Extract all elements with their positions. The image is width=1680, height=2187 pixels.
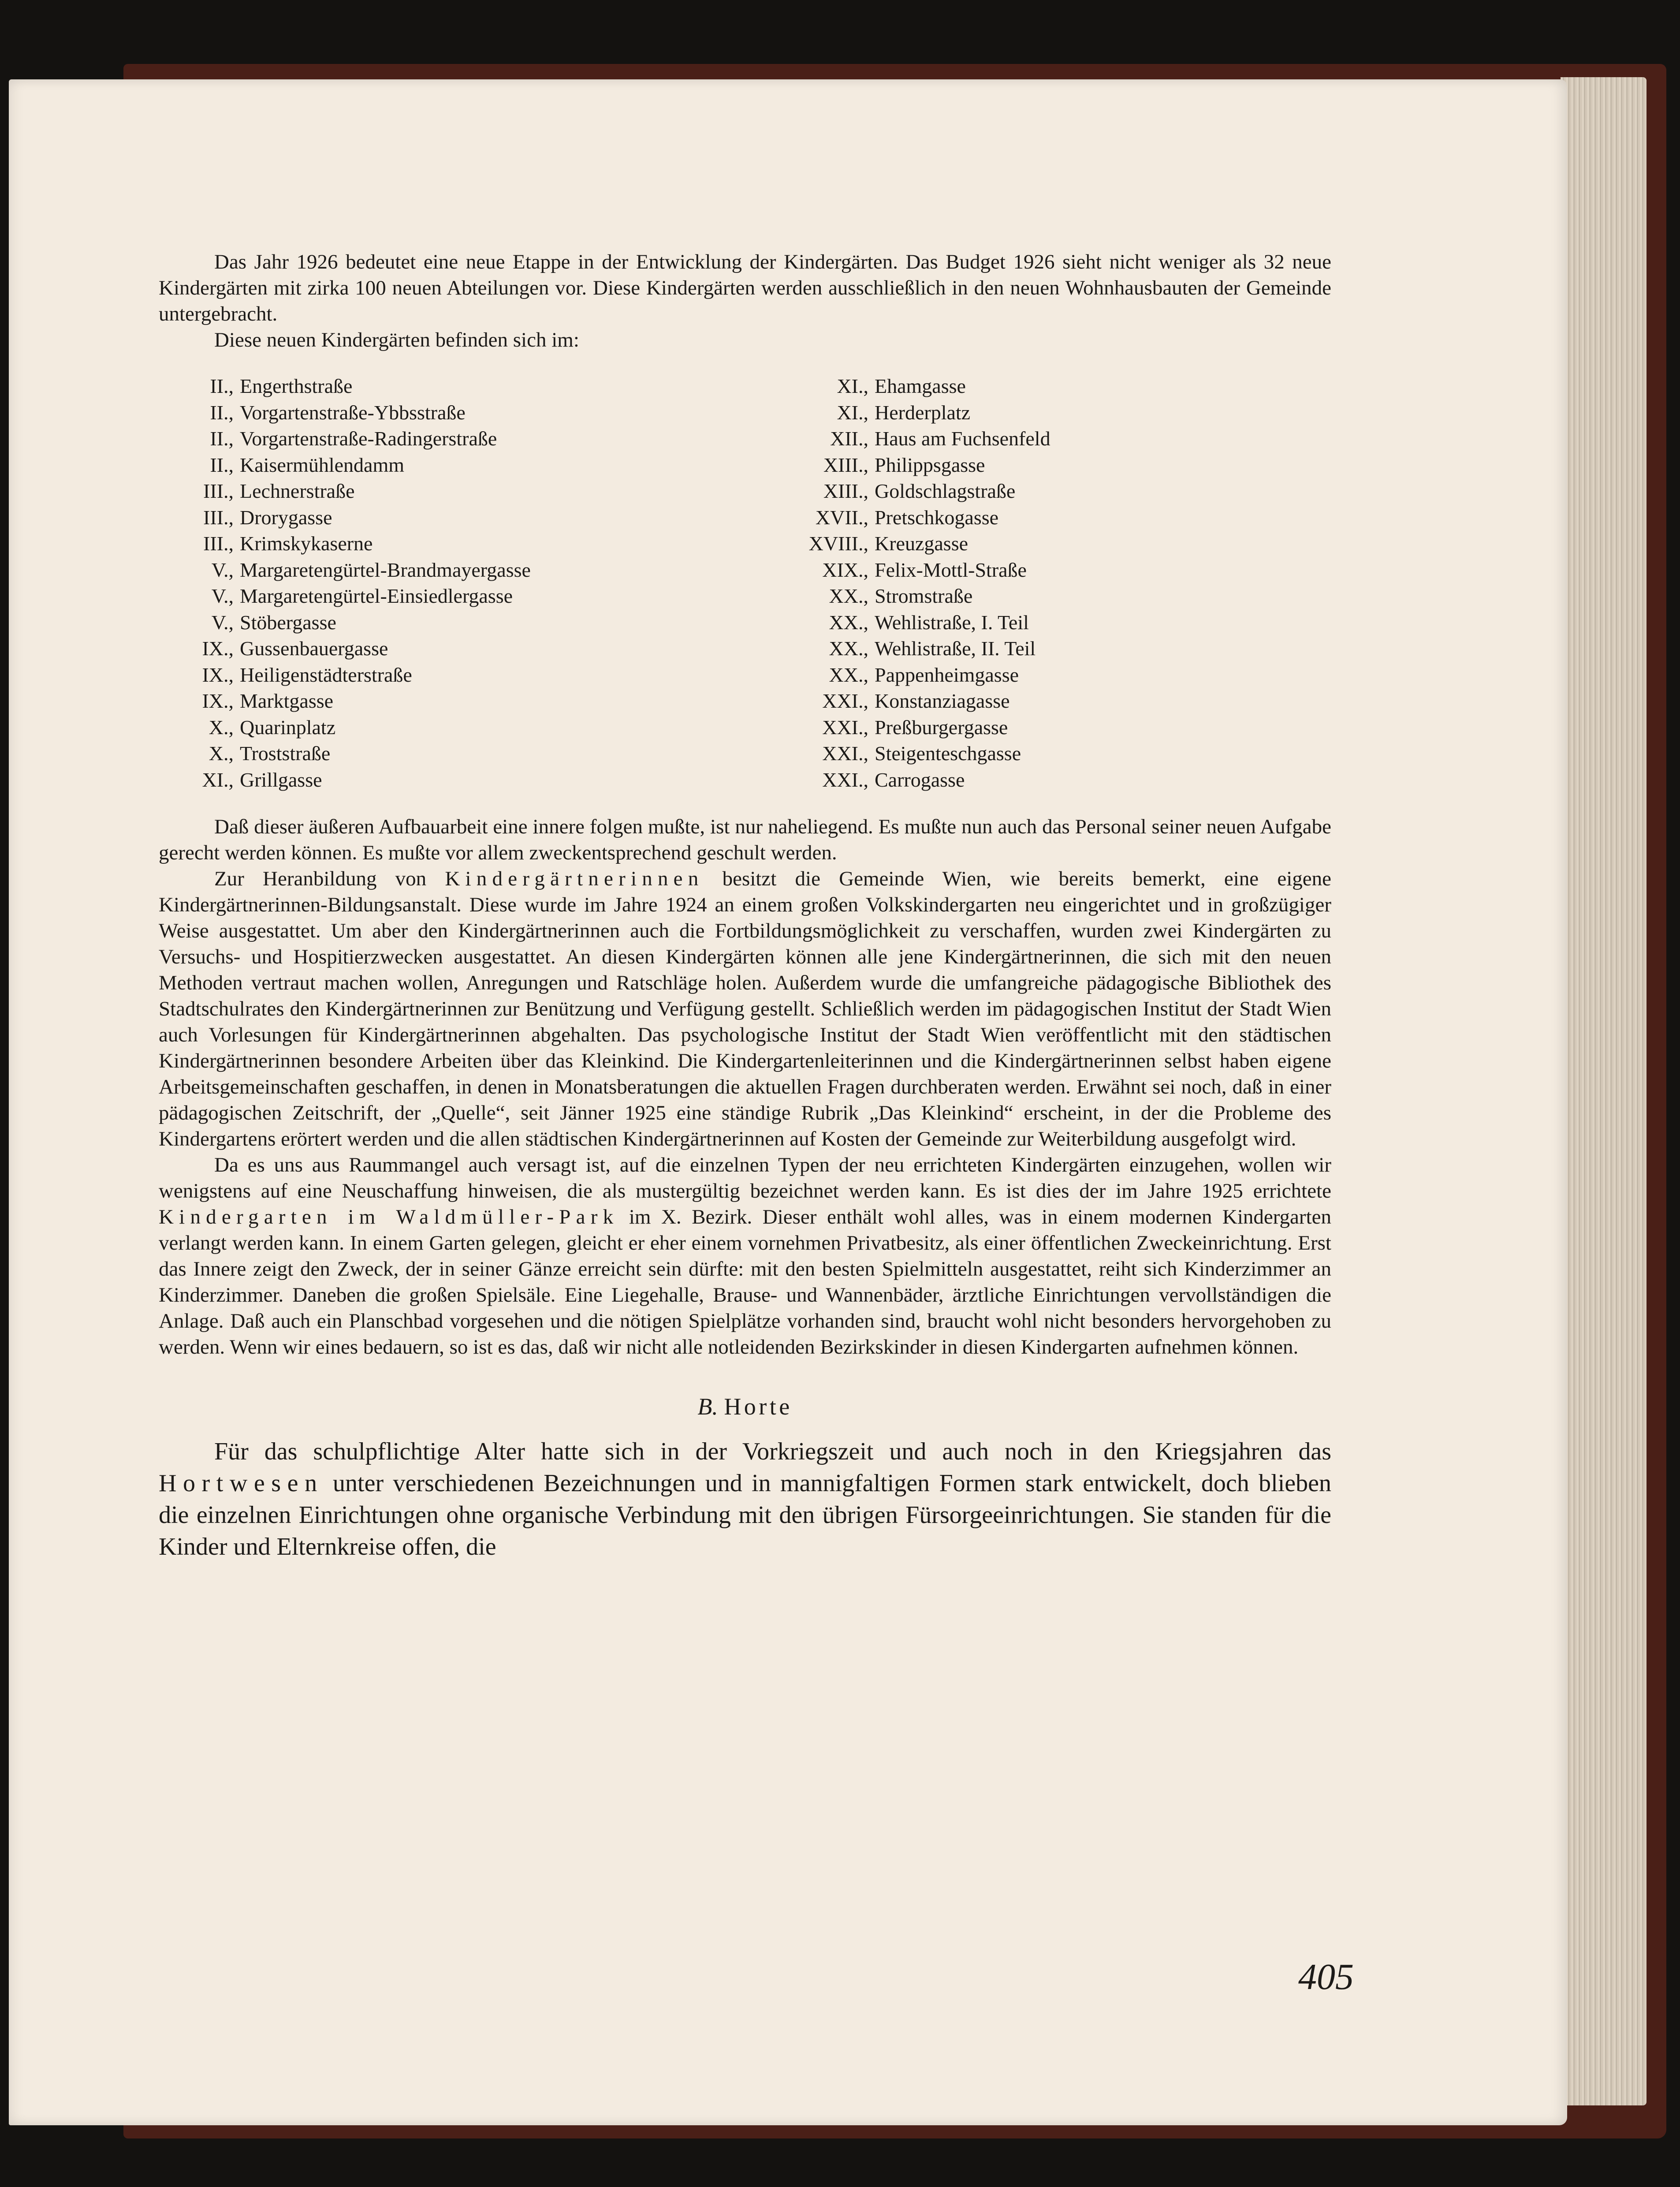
district-list-right	[710, 373, 1217, 793]
district-street: Steigenteschgasse	[875, 742, 1021, 765]
district-street: Quarinplatz	[240, 716, 336, 739]
district-number: XVII.,	[815, 506, 868, 529]
district-entry	[159, 635, 710, 662]
district-street: Margaretengürtel-Einsiedlergasse	[240, 585, 513, 607]
intro-paragraph: Das Jahr 1926 bedeutet eine neue Etappe in der Entwicklung der Kindergärten. Das Budget 1926 sieht nicht weniger als 32 neue Kindergärten mit zirka 100 neuen Abteilungen vor. Diese Kindergärten werden ausschließlich in den neuen Wohnhausbauten der Gemeinde untergebracht.	[159, 250, 1331, 325]
district-number: IX.,	[202, 637, 234, 660]
district-street: Stöbergasse	[240, 611, 336, 634]
district-entry	[159, 504, 710, 531]
book-page	[9, 79, 1567, 2125]
training-text-rest: besitzt die Gemeinde Wien, wie bereits bemerkt, eine eigene Kindergärtnerinnen-Bildungsanstalt. Diese wurde im Jahre 1924 an einem großen Volkskindergarten neu eingerichtet und in großzügiger Weise ausgestattet. Um aber den Kindergärtnerinnen auch die Fortbildungsmöglichkeit zu verschaffen, wurden zwei Kindergärten zu Versuchs- und Hospitierzwecken ausgestattet. An diesen Kindergärten können alle jene Kindergärtnerinnen, die sich mit den neuen Methoden vertraut machen wollen, Anregungen und Ratschläge holen. Außerdem wurde die umfangreiche pädagogische Bibliothek des Stadtschulrates den Kindergärtnerinnen zur Benützung und Verfügung gestellt. Schließlich werden im pädagogischen Institut der Stadt Wien auch Vorlesungen für Kindergärtnerinnen abgehalten. Das psychologische Institut der Stadt Wien veröffentlicht mit den städtischen Kindergärtnerinnen besondere Arbeiten über das Kleinkind. Die Kindergartenleiterinnen und die Kindergärtnerinnen selbst haben eigene Arbeitsgemeinschaften geschaffen, in denen in Monatsberatungen die aktuellen Fragen durchberaten werden. Erwähnt sei noch, daß in einer pädagogischen Zeitschrift, der „Quelle“, seit Jänner 1925 eine ständige Rubrik „Das Kleinkind“ erscheint, in der die Probleme des Kindergartens erörtert werden und die allen städtischen Kindergärtnerinnen auf Kosten der Gemeinde zur Weiterbildung ausgefolgt wird.	[159, 867, 1331, 1150]
district-street: Lechnerstraße	[240, 480, 355, 502]
district-number: XVIII.,	[808, 532, 868, 555]
district-number: XXI.,	[822, 742, 868, 765]
district-street: Herderplatz	[875, 401, 971, 424]
section-letter: B.	[697, 1393, 718, 1420]
district-street: Carrogasse	[875, 768, 965, 791]
district-number: III.,	[203, 506, 234, 529]
district-number: XXI.,	[822, 768, 868, 791]
page-edges	[1561, 77, 1646, 2105]
district-number: XIX.,	[822, 558, 868, 581]
district-street: Wehlistraße, II. Teil	[875, 637, 1036, 660]
training-paragraph	[159, 866, 1331, 1152]
district-street: Ehamgasse	[875, 375, 966, 397]
district-entry	[710, 688, 1217, 714]
district-number: XI.,	[837, 401, 868, 424]
district-number: XX.,	[829, 637, 868, 660]
district-entry	[710, 609, 1217, 636]
district-number: V.,	[211, 558, 234, 581]
district-entry	[159, 452, 710, 478]
district-street: Pretschkogasse	[875, 506, 999, 529]
horte-text-rest: unter verschiedenen Bezeichnungen und in mannigfaltigen Formen stark entwickelt, doch blieben die einzelnen Einrichtungen ohne organische Verbindung mit den übrigen Fürsorgeeinrichtungen. Sie standen für die Kinder und Elternkreise offen, die	[159, 1470, 1331, 1560]
district-entry	[159, 399, 710, 426]
district-street: Konstanziagasse	[875, 690, 1010, 712]
district-street: Margaretengürtel-Brandmayergasse	[240, 558, 531, 581]
district-number: XX.,	[829, 585, 868, 607]
district-entry	[159, 714, 710, 741]
district-entry	[159, 557, 710, 583]
personal-paragraph: Daß dieser äußeren Aufbauarbeit eine innere folgen mußte, ist nur naheliegend. Es mußte nun auch das Personal seiner neuen Aufgabe gerecht werden können. Es mußte vor allem zweckentsprechend geschult werden.	[159, 815, 1331, 864]
district-street: Vorgartenstraße-Ybbsstraße	[240, 401, 466, 424]
district-entry	[159, 425, 710, 452]
district-street: Troststraße	[240, 742, 331, 765]
district-street: Gussenbauergasse	[240, 637, 388, 660]
district-number: IX.,	[202, 690, 234, 712]
district-number: III.,	[203, 480, 234, 502]
district-number: XXI.,	[822, 690, 868, 712]
model-text-start: Da es uns aus Raummangel auch versagt ist, auf die einzelnen Typen der neu errichteten Kindergärten einzugehen, wollen wir wenigstens auf eine Neuschaffung hinweisen, die als mustergültig bezeichnet werden kann. Es ist dies der im Jahre 1925 errichtete	[159, 1153, 1331, 1202]
district-number: X.,	[209, 742, 234, 765]
district-list-left	[159, 373, 710, 793]
district-entry	[710, 635, 1217, 662]
district-number: V.,	[211, 611, 234, 634]
horte-emphasis: Hortwesen	[159, 1470, 324, 1497]
district-entry	[710, 583, 1217, 609]
district-street: Kaisermühlendamm	[240, 453, 405, 476]
district-entry	[710, 662, 1217, 688]
text-column	[159, 249, 1331, 1563]
section-heading	[159, 1393, 1331, 1420]
district-street: Philippsgasse	[875, 453, 985, 476]
district-entry	[710, 557, 1217, 583]
district-number: II.,	[210, 453, 234, 476]
district-street: Heiligenstädterstraße	[240, 663, 412, 686]
district-street: Stromstraße	[875, 585, 973, 607]
district-entry	[710, 504, 1217, 531]
district-street: Pappenheimgasse	[875, 663, 1019, 686]
horte-paragraph	[159, 1436, 1331, 1563]
district-number: XX.,	[829, 663, 868, 686]
district-number: V.,	[211, 585, 234, 607]
district-entry	[710, 425, 1217, 452]
district-street: Engerthstraße	[240, 375, 353, 397]
page-number: 405	[1298, 1956, 1354, 1997]
district-number: XII.,	[830, 427, 868, 450]
district-street: Krimskykaserne	[240, 532, 373, 555]
district-number: IX.,	[202, 663, 234, 686]
district-entry	[710, 452, 1217, 478]
district-number: XX.,	[829, 611, 868, 634]
district-number: II.,	[210, 401, 234, 424]
district-number: X.,	[209, 716, 234, 739]
district-street: Drorygasse	[240, 506, 332, 529]
district-street: Felix-Mottl-Straße	[875, 558, 1027, 581]
intro-list-lead: Diese neuen Kindergärten befinden sich im:	[214, 328, 579, 351]
district-street: Marktgasse	[240, 690, 334, 712]
district-entry	[159, 662, 710, 688]
district-entry	[159, 583, 710, 609]
district-entry	[710, 399, 1217, 426]
district-entry	[159, 740, 710, 767]
district-number: II.,	[210, 427, 234, 450]
district-street: Vorgartenstraße-Radingerstraße	[240, 427, 497, 450]
district-entry	[710, 478, 1217, 504]
training-emphasis: Kindergärtnerinnen	[445, 867, 704, 890]
district-entry	[710, 373, 1217, 399]
district-street: Wehlistraße, I. Teil	[875, 611, 1029, 634]
district-entry	[159, 767, 710, 793]
district-number: II.,	[210, 375, 234, 397]
district-number: III.,	[203, 532, 234, 555]
district-number: XXI.,	[822, 716, 868, 739]
district-entry	[159, 373, 710, 399]
district-number: XIII.,	[823, 480, 868, 502]
horte-text-start: Für das schulpflichtige Alter hatte sich in der Vorkriegszeit und auch noch in den Kriegsjahren das	[214, 1438, 1331, 1465]
district-number: XI.,	[202, 768, 234, 791]
section-title: Horte	[724, 1393, 793, 1420]
district-street: Haus am Fuchsenfeld	[875, 427, 1050, 450]
district-entry	[710, 714, 1217, 741]
district-entry	[710, 530, 1217, 557]
district-entry	[159, 688, 710, 714]
district-entry	[159, 478, 710, 504]
district-street: Kreuzgasse	[875, 532, 969, 555]
district-list	[159, 373, 1331, 792]
district-street: Grillgasse	[240, 768, 322, 791]
model-kindergarten-paragraph	[159, 1152, 1331, 1360]
training-text-start: Zur Heranbildung von	[214, 867, 445, 890]
district-entry	[159, 609, 710, 636]
district-number: XIII.,	[823, 453, 868, 476]
district-number: XI.,	[837, 375, 868, 397]
district-street: Goldschlagstraße	[875, 480, 1016, 502]
district-entry	[710, 740, 1217, 767]
district-entry	[159, 530, 710, 557]
model-text-rest: im X. Bezirk. Dieser enthält wohl alles, was in einem modernen Kindergarten verlangt werden kann. In einem Garten gelegen, gleicht er eher einem vornehmen Privatbesitz, als einer öffentlichen Zweckeinrichtung. Erst das Innere zeigt den Zweck, der in seiner Gänze erreicht sein dürfte: mit den besten Spielmitteln ausgestattet, reiht sich Kinderzimmer an Kinderzimmer. Daneben die großen Spielsäle. Eine Liegehalle, Brause- und Wannenbäder, ärztliche Einrichtungen vervollständigen die Anlage. Daß auch ein Planschbad vorgesehen und die nötigen Spielplätze vorhanden sind, braucht wohl nicht besonders hervorgehoben zu werden. Wenn wir eines bedauern, so ist es das, daß wir nicht alle notleidenden Bezirkskinder in diesen Kindergarten aufnehmen können.	[159, 1205, 1331, 1358]
district-street: Preßburgergasse	[875, 716, 1008, 739]
district-entry	[710, 767, 1217, 793]
model-emphasis: Kindergarten im Waldmüller-Park	[159, 1205, 619, 1228]
